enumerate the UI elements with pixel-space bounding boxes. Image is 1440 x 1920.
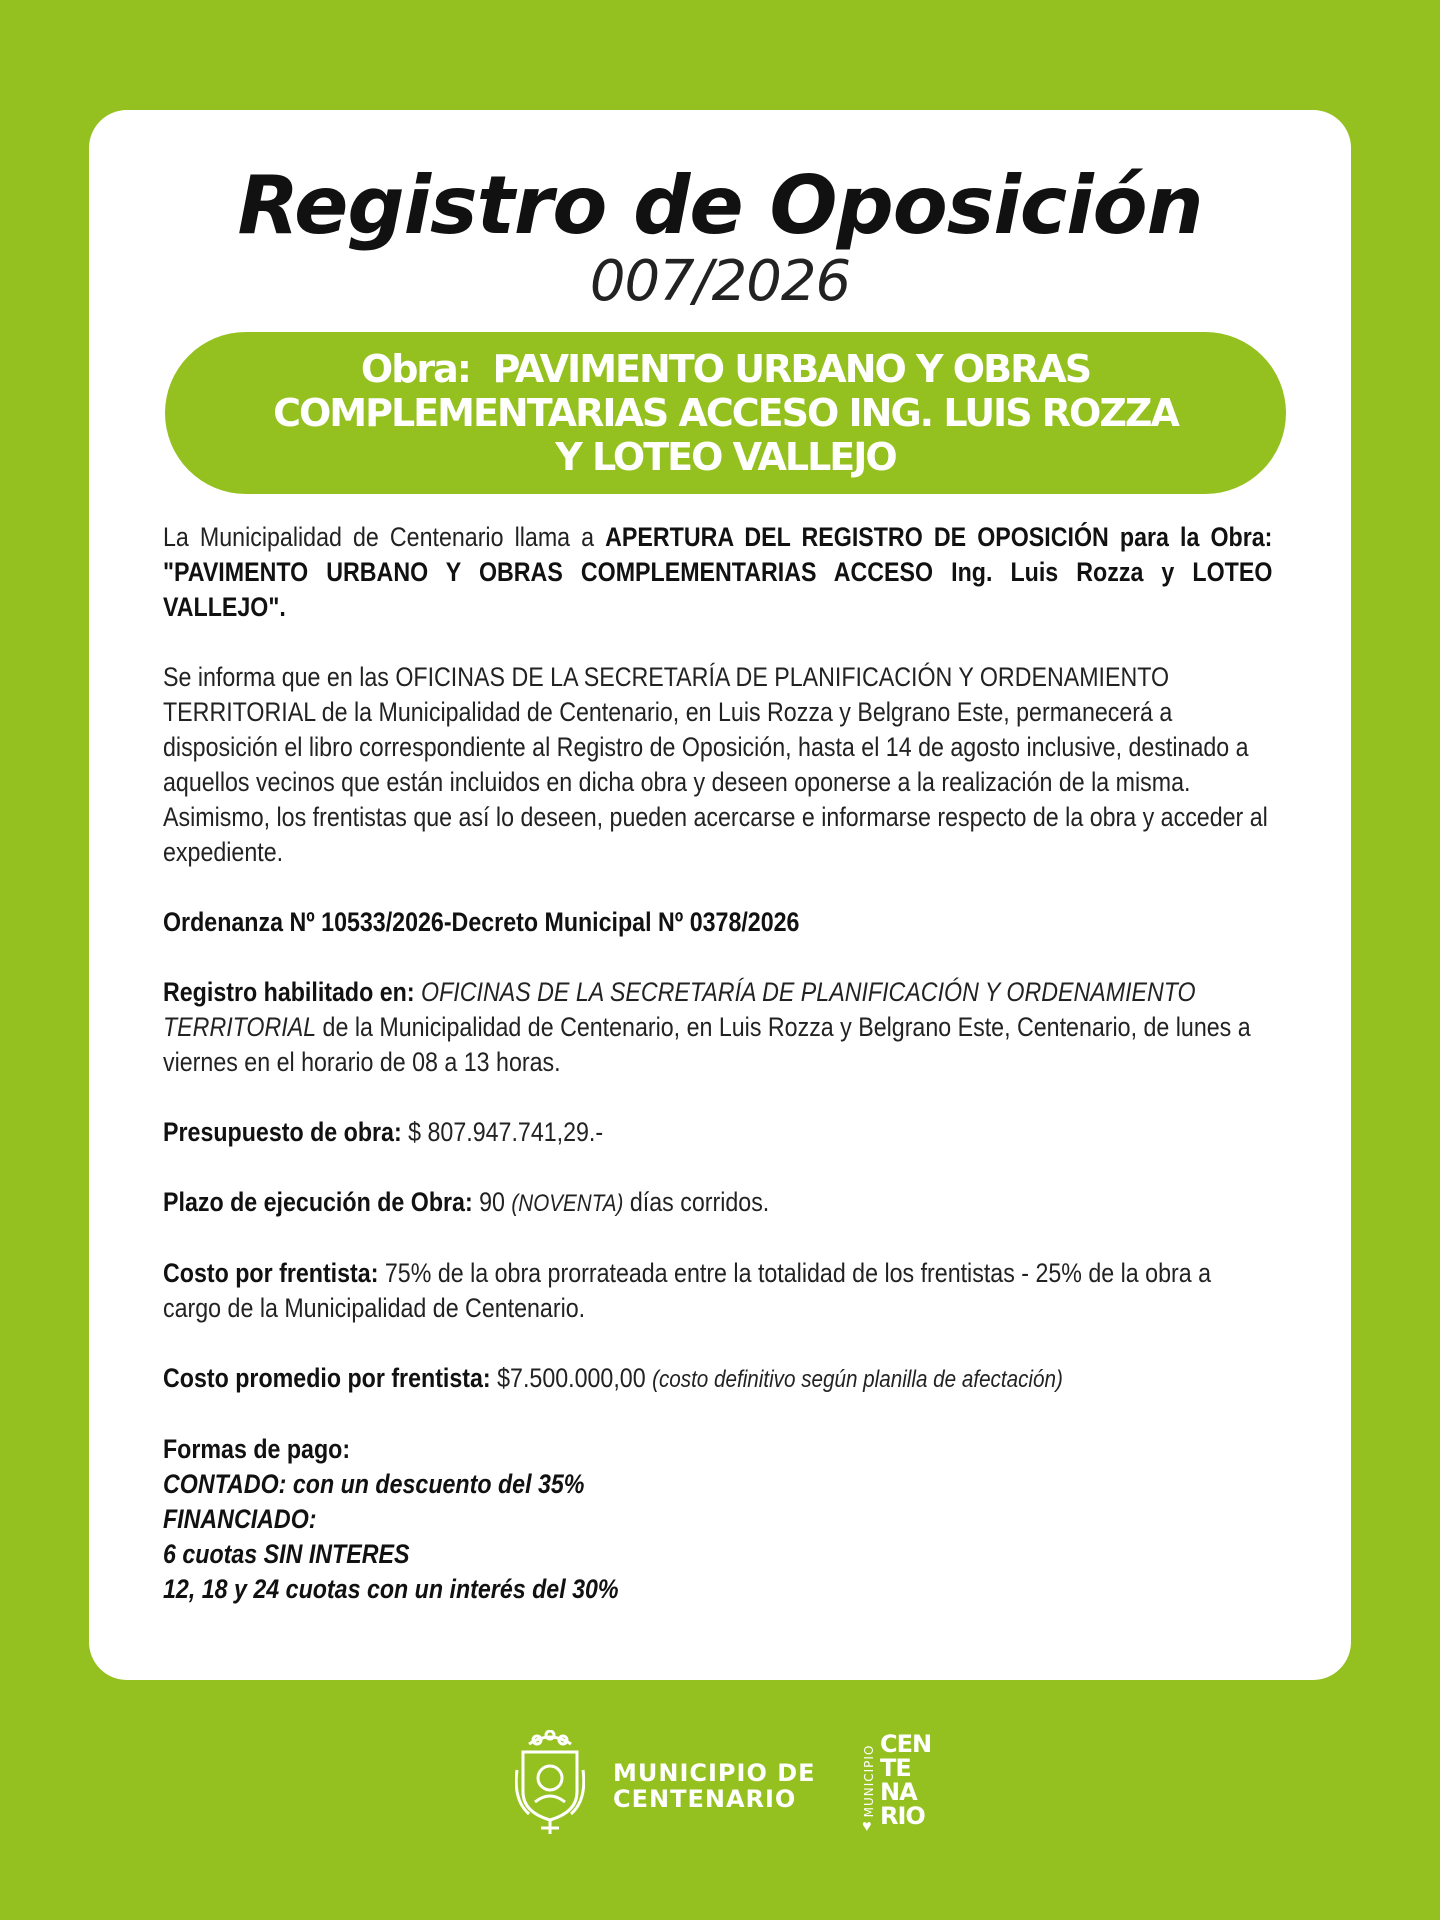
intro-lead: La Municipalidad de Centenario llama a [163, 522, 606, 552]
registro-label: Registro habilitado en: [163, 977, 415, 1007]
pago-line: 6 cuotas SIN INTERES [163, 1539, 410, 1569]
intro-bold: APERTURA DEL REGISTRO DE OPOSICIÓN para la Obra: "PAVIMENTO URBANO Y OBRAS COMPLEMENTARIAS ACCESO Ing. Luis Rozza y LOTEO VALLEJO". [163, 522, 1273, 622]
plazo-value: 90 [472, 1187, 512, 1217]
costo-promedio-note: (costo definitivo según planilla de afectación) [652, 1366, 1063, 1393]
costo-paragraph [163, 1256, 1272, 1326]
brand-line: RIO [880, 1802, 925, 1830]
plazo-words: (NOVENTA) [511, 1190, 624, 1217]
brand-big-text [880, 1732, 930, 1828]
costo-promedio-value: $7.500.000,00 [490, 1363, 653, 1393]
intro-paragraph [163, 520, 1272, 625]
pago-line: FINANCIADO: [163, 1504, 317, 1534]
obra-label: Obra: [360, 347, 470, 391]
costo-promedio-label: Costo promedio por frentista: [163, 1363, 491, 1393]
registro-place: OFICINAS DE LA SECRETARÍA DE PLANIFICACIÓN Y ORDENAMIENTO TERRITORIAL [163, 977, 1196, 1042]
announcement-body [163, 520, 1273, 1607]
presupuesto-label: Presupuesto de obra: [163, 1117, 402, 1147]
pago-line: 12, 18 y 24 cuotas con un interés del 30% [163, 1574, 619, 1604]
obra-title [236, 347, 1216, 479]
brand-line: TE [880, 1754, 911, 1782]
brand-line: NA [880, 1778, 917, 1806]
footer [0, 1730, 1440, 1840]
registro-paragraph [163, 975, 1272, 1080]
info-paragraph: Se informa que en las OFICINAS DE LA SECRETARÍA DE PLANIFICACIÓN Y ORDENAMIENTO TERRITORIAL de la Municipalidad de Centenario, en Luis Rozza y Belgrano Este, permanecerá a disposición el libro correspondiente al Registro de Oposición, hasta el 14 de agosto inclusive, destinado a aquellos vecinos que están incluidos en dicha obra y deseen oponerse a la realización de la misma. Asimismo, los frentistas que así lo deseen, pueden acercarse e informarse respecto de la obra y acceder al expediente. [163, 662, 1268, 867]
formas-de-pago [163, 1432, 1118, 1607]
pago-line: CONTADO: con un descuento del 35% [163, 1469, 585, 1499]
municipality-name [613, 1760, 843, 1812]
obra-name-line2: COMPLEMENTARIAS ACCESO ING. LUIS ROZZA [273, 391, 1178, 435]
obra-banner [165, 332, 1286, 494]
municipio-line1: MUNICIPIO DE [613, 1759, 816, 1787]
costo-label: Costo por frentista: [163, 1258, 379, 1288]
brand-line: CEN [880, 1730, 932, 1758]
registry-number: 007/2026 [589, 249, 851, 314]
ordenanza-line: Ordenanza Nº 10533/2026-Decreto Municipal Nº 0378/2026 [163, 907, 800, 937]
presupuesto-value: $ 807.947.741,29.- [401, 1117, 604, 1147]
costo-value: 75% de la obra prorrateada entre la totalidad de los frentistas - 25% de la obra a cargo de la Municipalidad de Centenario. [163, 1258, 1212, 1323]
centenario-brand-logo [858, 1730, 932, 1838]
pago-label: Formas de pago: [163, 1434, 351, 1464]
presupuesto-line [163, 1115, 1272, 1150]
costo-promedio-line [163, 1361, 1272, 1397]
page-title: Registro de Oposición [237, 159, 1203, 252]
announcement-card [89, 110, 1351, 1680]
municipio-line2: CENTENARIO [613, 1785, 797, 1813]
municipal-crest-icon [515, 1730, 585, 1836]
obra-name-line3: Y LOTEO VALLEJO [555, 435, 896, 479]
brand-small-text: MUNICIPIO [862, 1744, 876, 1818]
obra-name-line1: PAVIMENTO URBANO Y OBRAS [492, 347, 1091, 391]
plazo-line [163, 1185, 1272, 1221]
heart-icon: ♥ [862, 1818, 872, 1835]
plazo-label: Plazo de ejecución de Obra: [163, 1187, 473, 1217]
plazo-rest: días corridos. [623, 1187, 770, 1217]
registro-rest: de la Municipalidad de Centenario, en Luis Rozza y Belgrano Este, Centenario, de lunes a viernes en el horario de 08 a 13 horas. [163, 1012, 1251, 1077]
